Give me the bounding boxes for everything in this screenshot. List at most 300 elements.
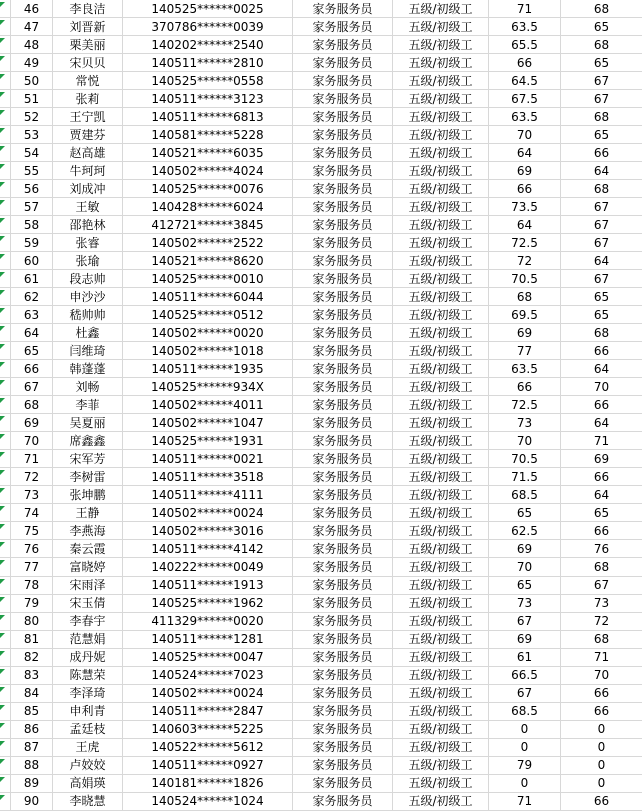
name-cell[interactable]: 张瑜 bbox=[53, 252, 123, 270]
error-indicator-cell[interactable] bbox=[0, 703, 11, 721]
row-number-cell[interactable]: 90 bbox=[11, 793, 53, 811]
error-indicator-cell[interactable] bbox=[0, 126, 11, 144]
occupation-cell[interactable]: 家务服务员 bbox=[293, 180, 393, 198]
error-indicator-cell[interactable] bbox=[0, 631, 11, 649]
id-number-cell[interactable]: 140502******4011 bbox=[123, 396, 293, 414]
name-cell[interactable]: 刘晋新 bbox=[53, 18, 123, 36]
score2-cell[interactable]: 66 bbox=[561, 703, 642, 721]
row-number-cell[interactable]: 78 bbox=[11, 577, 53, 595]
name-cell[interactable]: 段志帅 bbox=[53, 270, 123, 288]
score1-cell[interactable]: 70.5 bbox=[489, 270, 561, 288]
skill-level-cell[interactable]: 五级/初级工 bbox=[393, 18, 489, 36]
id-number-cell[interactable]: 140525******934X bbox=[123, 378, 293, 396]
occupation-cell[interactable]: 家务服务员 bbox=[293, 522, 393, 540]
row-number-cell[interactable]: 87 bbox=[11, 739, 53, 757]
occupation-cell[interactable]: 家务服务员 bbox=[293, 144, 393, 162]
skill-level-cell[interactable]: 五级/初级工 bbox=[393, 450, 489, 468]
score1-cell[interactable]: 65 bbox=[489, 577, 561, 595]
error-indicator-cell[interactable] bbox=[0, 649, 11, 667]
occupation-cell[interactable]: 家务服务员 bbox=[293, 126, 393, 144]
id-number-cell[interactable]: 140511******0021 bbox=[123, 450, 293, 468]
id-number-cell[interactable]: 140525******0076 bbox=[123, 180, 293, 198]
score1-cell[interactable]: 0 bbox=[489, 739, 561, 757]
row-number-cell[interactable]: 56 bbox=[11, 180, 53, 198]
skill-level-cell[interactable]: 五级/初级工 bbox=[393, 757, 489, 775]
row-number-cell[interactable]: 77 bbox=[11, 558, 53, 576]
name-cell[interactable]: 王敏 bbox=[53, 198, 123, 216]
error-indicator-cell[interactable] bbox=[0, 360, 11, 378]
row-number-cell[interactable]: 76 bbox=[11, 540, 53, 558]
id-number-cell[interactable]: 140521******8620 bbox=[123, 252, 293, 270]
skill-level-cell[interactable]: 五级/初级工 bbox=[393, 126, 489, 144]
name-cell[interactable]: 范慧娟 bbox=[53, 631, 123, 649]
skill-level-cell[interactable]: 五级/初级工 bbox=[393, 324, 489, 342]
skill-level-cell[interactable]: 五级/初级工 bbox=[393, 775, 489, 793]
name-cell[interactable]: 成丹妮 bbox=[53, 649, 123, 667]
row-number-cell[interactable]: 74 bbox=[11, 504, 53, 522]
score1-cell[interactable]: 73.5 bbox=[489, 198, 561, 216]
score2-cell[interactable]: 67 bbox=[561, 234, 642, 252]
name-cell[interactable]: 韩蓬蓬 bbox=[53, 360, 123, 378]
id-number-cell[interactable]: 411329******0020 bbox=[123, 613, 293, 631]
score1-cell[interactable]: 67.5 bbox=[489, 90, 561, 108]
row-number-cell[interactable]: 88 bbox=[11, 757, 53, 775]
score2-cell[interactable]: 76 bbox=[561, 540, 642, 558]
id-number-cell[interactable]: 140511******1935 bbox=[123, 360, 293, 378]
score1-cell[interactable]: 67 bbox=[489, 685, 561, 703]
occupation-cell[interactable]: 家务服务员 bbox=[293, 378, 393, 396]
score1-cell[interactable]: 68.5 bbox=[489, 486, 561, 504]
error-indicator-cell[interactable] bbox=[0, 252, 11, 270]
id-number-cell[interactable]: 140511******4142 bbox=[123, 540, 293, 558]
id-number-cell[interactable]: 140524******7023 bbox=[123, 667, 293, 685]
row-number-cell[interactable]: 51 bbox=[11, 90, 53, 108]
error-indicator-cell[interactable] bbox=[0, 739, 11, 757]
name-cell[interactable]: 陈慧荣 bbox=[53, 667, 123, 685]
name-cell[interactable]: 邵艳林 bbox=[53, 216, 123, 234]
name-cell[interactable]: 闫维琦 bbox=[53, 342, 123, 360]
score2-cell[interactable]: 68 bbox=[561, 180, 642, 198]
name-cell[interactable]: 宋雨泽 bbox=[53, 577, 123, 595]
id-number-cell[interactable]: 140502******3016 bbox=[123, 522, 293, 540]
error-indicator-cell[interactable] bbox=[0, 180, 11, 198]
error-indicator-cell[interactable] bbox=[0, 577, 11, 595]
occupation-cell[interactable]: 家务服务员 bbox=[293, 306, 393, 324]
name-cell[interactable]: 张莉 bbox=[53, 90, 123, 108]
row-number-cell[interactable]: 57 bbox=[11, 198, 53, 216]
skill-level-cell[interactable]: 五级/初级工 bbox=[393, 486, 489, 504]
skill-level-cell[interactable]: 五级/初级工 bbox=[393, 198, 489, 216]
skill-level-cell[interactable]: 五级/初级工 bbox=[393, 685, 489, 703]
score1-cell[interactable]: 64 bbox=[489, 144, 561, 162]
id-number-cell[interactable]: 140525******1931 bbox=[123, 432, 293, 450]
id-number-cell[interactable]: 140511******4111 bbox=[123, 486, 293, 504]
occupation-cell[interactable]: 家务服务员 bbox=[293, 775, 393, 793]
occupation-cell[interactable]: 家务服务员 bbox=[293, 342, 393, 360]
error-indicator-cell[interactable] bbox=[0, 558, 11, 576]
id-number-cell[interactable]: 140511******2810 bbox=[123, 54, 293, 72]
name-cell[interactable]: 申沙沙 bbox=[53, 288, 123, 306]
row-number-cell[interactable]: 62 bbox=[11, 288, 53, 306]
row-number-cell[interactable]: 72 bbox=[11, 468, 53, 486]
name-cell[interactable]: 张睿 bbox=[53, 234, 123, 252]
occupation-cell[interactable]: 家务服务员 bbox=[293, 234, 393, 252]
error-indicator-cell[interactable] bbox=[0, 270, 11, 288]
error-indicator-cell[interactable] bbox=[0, 108, 11, 126]
skill-level-cell[interactable]: 五级/初级工 bbox=[393, 180, 489, 198]
score2-cell[interactable]: 72 bbox=[561, 613, 642, 631]
name-cell[interactable]: 李春宇 bbox=[53, 613, 123, 631]
error-indicator-cell[interactable] bbox=[0, 721, 11, 739]
skill-level-cell[interactable]: 五级/初级工 bbox=[393, 54, 489, 72]
row-number-cell[interactable]: 65 bbox=[11, 342, 53, 360]
score2-cell[interactable]: 71 bbox=[561, 432, 642, 450]
skill-level-cell[interactable]: 五级/初级工 bbox=[393, 613, 489, 631]
score2-cell[interactable]: 67 bbox=[561, 198, 642, 216]
name-cell[interactable]: 李燕海 bbox=[53, 522, 123, 540]
score2-cell[interactable]: 73 bbox=[561, 595, 642, 613]
skill-level-cell[interactable]: 五级/初级工 bbox=[393, 504, 489, 522]
row-number-cell[interactable]: 86 bbox=[11, 721, 53, 739]
row-number-cell[interactable]: 53 bbox=[11, 126, 53, 144]
id-number-cell[interactable]: 140525******0010 bbox=[123, 270, 293, 288]
occupation-cell[interactable]: 家务服务员 bbox=[293, 72, 393, 90]
score1-cell[interactable]: 71.5 bbox=[489, 468, 561, 486]
error-indicator-cell[interactable] bbox=[0, 36, 11, 54]
score1-cell[interactable]: 66.5 bbox=[489, 667, 561, 685]
score1-cell[interactable]: 0 bbox=[489, 721, 561, 739]
score2-cell[interactable]: 67 bbox=[561, 577, 642, 595]
skill-level-cell[interactable]: 五级/初级工 bbox=[393, 216, 489, 234]
id-number-cell[interactable]: 140525******1962 bbox=[123, 595, 293, 613]
id-number-cell[interactable]: 140511******1913 bbox=[123, 577, 293, 595]
score2-cell[interactable]: 65 bbox=[561, 126, 642, 144]
skill-level-cell[interactable]: 五级/初级工 bbox=[393, 540, 489, 558]
skill-level-cell[interactable]: 五级/初级工 bbox=[393, 649, 489, 667]
occupation-cell[interactable]: 家务服务员 bbox=[293, 108, 393, 126]
skill-level-cell[interactable]: 五级/初级工 bbox=[393, 144, 489, 162]
error-indicator-cell[interactable] bbox=[0, 486, 11, 504]
skill-level-cell[interactable]: 五级/初级工 bbox=[393, 432, 489, 450]
score2-cell[interactable]: 64 bbox=[561, 162, 642, 180]
occupation-cell[interactable]: 家务服务员 bbox=[293, 18, 393, 36]
row-number-cell[interactable]: 47 bbox=[11, 18, 53, 36]
score2-cell[interactable]: 67 bbox=[561, 72, 642, 90]
skill-level-cell[interactable]: 五级/初级工 bbox=[393, 414, 489, 432]
skill-level-cell[interactable]: 五级/初级工 bbox=[393, 72, 489, 90]
skill-level-cell[interactable]: 五级/初级工 bbox=[393, 0, 489, 18]
name-cell[interactable]: 牛珂珂 bbox=[53, 162, 123, 180]
error-indicator-cell[interactable] bbox=[0, 667, 11, 685]
skill-level-cell[interactable]: 五级/初级工 bbox=[393, 577, 489, 595]
skill-level-cell[interactable]: 五级/初级工 bbox=[393, 378, 489, 396]
score2-cell[interactable]: 68 bbox=[561, 324, 642, 342]
score1-cell[interactable]: 70 bbox=[489, 126, 561, 144]
occupation-cell[interactable]: 家务服务员 bbox=[293, 324, 393, 342]
row-number-cell[interactable]: 83 bbox=[11, 667, 53, 685]
skill-level-cell[interactable]: 五级/初级工 bbox=[393, 234, 489, 252]
occupation-cell[interactable]: 家务服务员 bbox=[293, 486, 393, 504]
score1-cell[interactable]: 67 bbox=[489, 613, 561, 631]
score1-cell[interactable]: 69.5 bbox=[489, 306, 561, 324]
score1-cell[interactable]: 70 bbox=[489, 558, 561, 576]
name-cell[interactable]: 高娟瑛 bbox=[53, 775, 123, 793]
name-cell[interactable]: 栗美丽 bbox=[53, 36, 123, 54]
score1-cell[interactable]: 63.5 bbox=[489, 18, 561, 36]
score2-cell[interactable]: 65 bbox=[561, 18, 642, 36]
error-indicator-cell[interactable] bbox=[0, 450, 11, 468]
row-number-cell[interactable]: 79 bbox=[11, 595, 53, 613]
id-number-cell[interactable]: 140511******1281 bbox=[123, 631, 293, 649]
occupation-cell[interactable]: 家务服务员 bbox=[293, 414, 393, 432]
name-cell[interactable]: 孟廷枝 bbox=[53, 721, 123, 739]
score1-cell[interactable]: 65.5 bbox=[489, 36, 561, 54]
id-number-cell[interactable]: 140525******0512 bbox=[123, 306, 293, 324]
occupation-cell[interactable]: 家务服务员 bbox=[293, 685, 393, 703]
error-indicator-cell[interactable] bbox=[0, 775, 11, 793]
id-number-cell[interactable]: 140603******5225 bbox=[123, 721, 293, 739]
occupation-cell[interactable]: 家务服务员 bbox=[293, 198, 393, 216]
score1-cell[interactable]: 66 bbox=[489, 378, 561, 396]
name-cell[interactable]: 张坤鹏 bbox=[53, 486, 123, 504]
row-number-cell[interactable]: 66 bbox=[11, 360, 53, 378]
score1-cell[interactable]: 0 bbox=[489, 775, 561, 793]
row-number-cell[interactable]: 54 bbox=[11, 144, 53, 162]
error-indicator-cell[interactable] bbox=[0, 342, 11, 360]
skill-level-cell[interactable]: 五级/初级工 bbox=[393, 90, 489, 108]
score1-cell[interactable]: 68.5 bbox=[489, 703, 561, 721]
error-indicator-cell[interactable] bbox=[0, 288, 11, 306]
score1-cell[interactable]: 73 bbox=[489, 595, 561, 613]
score2-cell[interactable]: 66 bbox=[561, 342, 642, 360]
skill-level-cell[interactable]: 五级/初级工 bbox=[393, 595, 489, 613]
score2-cell[interactable]: 68 bbox=[561, 0, 642, 18]
score1-cell[interactable]: 69 bbox=[489, 631, 561, 649]
name-cell[interactable]: 宋玉倩 bbox=[53, 595, 123, 613]
row-number-cell[interactable]: 64 bbox=[11, 324, 53, 342]
occupation-cell[interactable]: 家务服务员 bbox=[293, 595, 393, 613]
id-number-cell[interactable]: 140222******0049 bbox=[123, 558, 293, 576]
name-cell[interactable]: 李良洁 bbox=[53, 0, 123, 18]
name-cell[interactable]: 王虎 bbox=[53, 739, 123, 757]
name-cell[interactable]: 赵高雄 bbox=[53, 144, 123, 162]
occupation-cell[interactable]: 家务服务员 bbox=[293, 36, 393, 54]
occupation-cell[interactable]: 家务服务员 bbox=[293, 649, 393, 667]
score2-cell[interactable]: 68 bbox=[561, 36, 642, 54]
row-number-cell[interactable]: 75 bbox=[11, 522, 53, 540]
occupation-cell[interactable]: 家务服务员 bbox=[293, 450, 393, 468]
error-indicator-cell[interactable] bbox=[0, 162, 11, 180]
id-number-cell[interactable]: 140428******6024 bbox=[123, 198, 293, 216]
name-cell[interactable]: 贾建芬 bbox=[53, 126, 123, 144]
error-indicator-cell[interactable] bbox=[0, 414, 11, 432]
name-cell[interactable]: 杜鑫 bbox=[53, 324, 123, 342]
score2-cell[interactable]: 0 bbox=[561, 739, 642, 757]
score2-cell[interactable]: 64 bbox=[561, 414, 642, 432]
error-indicator-cell[interactable] bbox=[0, 595, 11, 613]
score2-cell[interactable]: 66 bbox=[561, 468, 642, 486]
row-number-cell[interactable]: 80 bbox=[11, 613, 53, 631]
occupation-cell[interactable]: 家务服务员 bbox=[293, 739, 393, 757]
score2-cell[interactable]: 65 bbox=[561, 288, 642, 306]
row-number-cell[interactable]: 49 bbox=[11, 54, 53, 72]
id-number-cell[interactable]: 412721******3845 bbox=[123, 216, 293, 234]
score1-cell[interactable]: 69 bbox=[489, 162, 561, 180]
row-number-cell[interactable]: 73 bbox=[11, 486, 53, 504]
error-indicator-cell[interactable] bbox=[0, 468, 11, 486]
error-indicator-cell[interactable] bbox=[0, 90, 11, 108]
id-number-cell[interactable]: 140502******1047 bbox=[123, 414, 293, 432]
occupation-cell[interactable]: 家务服务员 bbox=[293, 252, 393, 270]
score1-cell[interactable]: 65 bbox=[489, 504, 561, 522]
score2-cell[interactable]: 68 bbox=[561, 631, 642, 649]
row-number-cell[interactable]: 52 bbox=[11, 108, 53, 126]
id-number-cell[interactable]: 140202******2540 bbox=[123, 36, 293, 54]
skill-level-cell[interactable]: 五级/初级工 bbox=[393, 793, 489, 811]
skill-level-cell[interactable]: 五级/初级工 bbox=[393, 306, 489, 324]
score1-cell[interactable]: 66 bbox=[489, 54, 561, 72]
error-indicator-cell[interactable] bbox=[0, 793, 11, 811]
occupation-cell[interactable]: 家务服务员 bbox=[293, 577, 393, 595]
id-number-cell[interactable]: 140502******0024 bbox=[123, 685, 293, 703]
score1-cell[interactable]: 70.5 bbox=[489, 450, 561, 468]
name-cell[interactable]: 刘畅 bbox=[53, 378, 123, 396]
row-number-cell[interactable]: 84 bbox=[11, 685, 53, 703]
occupation-cell[interactable]: 家务服务员 bbox=[293, 703, 393, 721]
score2-cell[interactable]: 66 bbox=[561, 396, 642, 414]
id-number-cell[interactable]: 140502******4024 bbox=[123, 162, 293, 180]
name-cell[interactable]: 宋贝贝 bbox=[53, 54, 123, 72]
occupation-cell[interactable]: 家务服务员 bbox=[293, 757, 393, 775]
skill-level-cell[interactable]: 五级/初级工 bbox=[393, 721, 489, 739]
score1-cell[interactable]: 64 bbox=[489, 216, 561, 234]
occupation-cell[interactable]: 家务服务员 bbox=[293, 90, 393, 108]
score2-cell[interactable]: 70 bbox=[561, 378, 642, 396]
score2-cell[interactable]: 64 bbox=[561, 486, 642, 504]
error-indicator-cell[interactable] bbox=[0, 306, 11, 324]
row-number-cell[interactable]: 85 bbox=[11, 703, 53, 721]
score1-cell[interactable]: 72.5 bbox=[489, 234, 561, 252]
score1-cell[interactable]: 73 bbox=[489, 414, 561, 432]
error-indicator-cell[interactable] bbox=[0, 504, 11, 522]
score1-cell[interactable]: 63.5 bbox=[489, 108, 561, 126]
error-indicator-cell[interactable] bbox=[0, 685, 11, 703]
error-indicator-cell[interactable] bbox=[0, 18, 11, 36]
skill-level-cell[interactable]: 五级/初级工 bbox=[393, 360, 489, 378]
id-number-cell[interactable]: 140502******0020 bbox=[123, 324, 293, 342]
name-cell[interactable]: 卢姣姣 bbox=[53, 757, 123, 775]
row-number-cell[interactable]: 68 bbox=[11, 396, 53, 414]
occupation-cell[interactable]: 家务服务员 bbox=[293, 667, 393, 685]
skill-level-cell[interactable]: 五级/初级工 bbox=[393, 703, 489, 721]
row-number-cell[interactable]: 60 bbox=[11, 252, 53, 270]
score1-cell[interactable]: 72 bbox=[489, 252, 561, 270]
occupation-cell[interactable]: 家务服务员 bbox=[293, 721, 393, 739]
skill-level-cell[interactable]: 五级/初级工 bbox=[393, 522, 489, 540]
score2-cell[interactable]: 65 bbox=[561, 306, 642, 324]
skill-level-cell[interactable]: 五级/初级工 bbox=[393, 36, 489, 54]
error-indicator-cell[interactable] bbox=[0, 72, 11, 90]
score1-cell[interactable]: 69 bbox=[489, 540, 561, 558]
skill-level-cell[interactable]: 五级/初级工 bbox=[393, 667, 489, 685]
skill-level-cell[interactable]: 五级/初级工 bbox=[393, 468, 489, 486]
id-number-cell[interactable]: 140511******0927 bbox=[123, 757, 293, 775]
row-number-cell[interactable]: 81 bbox=[11, 631, 53, 649]
row-number-cell[interactable]: 55 bbox=[11, 162, 53, 180]
id-number-cell[interactable]: 140511******3518 bbox=[123, 468, 293, 486]
occupation-cell[interactable]: 家务服务员 bbox=[293, 270, 393, 288]
occupation-cell[interactable]: 家务服务员 bbox=[293, 216, 393, 234]
skill-level-cell[interactable]: 五级/初级工 bbox=[393, 396, 489, 414]
id-number-cell[interactable]: 140511******6813 bbox=[123, 108, 293, 126]
occupation-cell[interactable]: 家务服务员 bbox=[293, 793, 393, 811]
name-cell[interactable]: 吴夏丽 bbox=[53, 414, 123, 432]
score2-cell[interactable]: 66 bbox=[561, 685, 642, 703]
occupation-cell[interactable]: 家务服务员 bbox=[293, 54, 393, 72]
occupation-cell[interactable]: 家务服务员 bbox=[293, 540, 393, 558]
skill-level-cell[interactable]: 五级/初级工 bbox=[393, 739, 489, 757]
score2-cell[interactable]: 66 bbox=[561, 522, 642, 540]
name-cell[interactable]: 李菲 bbox=[53, 396, 123, 414]
row-number-cell[interactable]: 82 bbox=[11, 649, 53, 667]
error-indicator-cell[interactable] bbox=[0, 324, 11, 342]
skill-level-cell[interactable]: 五级/初级工 bbox=[393, 108, 489, 126]
row-number-cell[interactable]: 50 bbox=[11, 72, 53, 90]
name-cell[interactable]: 宋军芳 bbox=[53, 450, 123, 468]
score1-cell[interactable]: 77 bbox=[489, 342, 561, 360]
name-cell[interactable]: 李晓慧 bbox=[53, 793, 123, 811]
error-indicator-cell[interactable] bbox=[0, 198, 11, 216]
id-number-cell[interactable]: 140502******2522 bbox=[123, 234, 293, 252]
occupation-cell[interactable]: 家务服务员 bbox=[293, 613, 393, 631]
score1-cell[interactable]: 68 bbox=[489, 288, 561, 306]
id-number-cell[interactable]: 140511******3123 bbox=[123, 90, 293, 108]
score2-cell[interactable]: 65 bbox=[561, 54, 642, 72]
error-indicator-cell[interactable] bbox=[0, 432, 11, 450]
row-number-cell[interactable]: 69 bbox=[11, 414, 53, 432]
error-indicator-cell[interactable] bbox=[0, 613, 11, 631]
id-number-cell[interactable]: 140502******0024 bbox=[123, 504, 293, 522]
id-number-cell[interactable]: 140502******1018 bbox=[123, 342, 293, 360]
row-number-cell[interactable]: 71 bbox=[11, 450, 53, 468]
skill-level-cell[interactable]: 五级/初级工 bbox=[393, 252, 489, 270]
id-number-cell[interactable]: 140511******2847 bbox=[123, 703, 293, 721]
score2-cell[interactable]: 64 bbox=[561, 252, 642, 270]
skill-level-cell[interactable]: 五级/初级工 bbox=[393, 270, 489, 288]
row-number-cell[interactable]: 58 bbox=[11, 216, 53, 234]
score1-cell[interactable]: 64.5 bbox=[489, 72, 561, 90]
error-indicator-cell[interactable] bbox=[0, 54, 11, 72]
occupation-cell[interactable]: 家务服务员 bbox=[293, 504, 393, 522]
score2-cell[interactable]: 66 bbox=[561, 144, 642, 162]
score2-cell[interactable]: 0 bbox=[561, 775, 642, 793]
name-cell[interactable]: 李树雷 bbox=[53, 468, 123, 486]
score2-cell[interactable]: 68 bbox=[561, 108, 642, 126]
error-indicator-cell[interactable] bbox=[0, 540, 11, 558]
error-indicator-cell[interactable] bbox=[0, 144, 11, 162]
skill-level-cell[interactable]: 五级/初级工 bbox=[393, 558, 489, 576]
row-number-cell[interactable]: 48 bbox=[11, 36, 53, 54]
row-number-cell[interactable]: 67 bbox=[11, 378, 53, 396]
name-cell[interactable]: 王宁凯 bbox=[53, 108, 123, 126]
row-number-cell[interactable]: 89 bbox=[11, 775, 53, 793]
score1-cell[interactable]: 66 bbox=[489, 180, 561, 198]
id-number-cell[interactable]: 370786******0039 bbox=[123, 18, 293, 36]
occupation-cell[interactable]: 家务服务员 bbox=[293, 360, 393, 378]
name-cell[interactable]: 席鑫鑫 bbox=[53, 432, 123, 450]
score2-cell[interactable]: 69 bbox=[561, 450, 642, 468]
score1-cell[interactable]: 69 bbox=[489, 324, 561, 342]
